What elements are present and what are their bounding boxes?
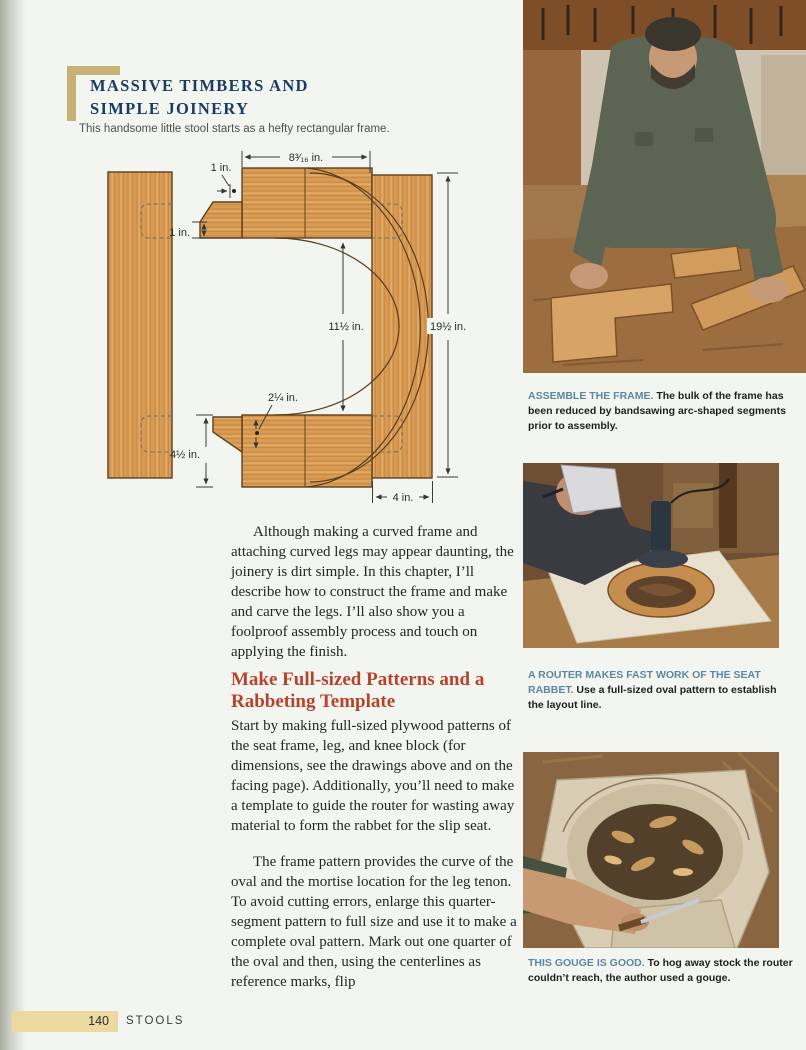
- folio-bar: [12, 1011, 118, 1032]
- photo-assemble-frame: [523, 0, 806, 373]
- caption-3-text: To hog away stock the router couldn’t reach, the author used a gouge.: [528, 957, 793, 984]
- caption-2-text: Use a full-sized oval pattern to establish the layout line.: [528, 684, 777, 711]
- dim-stile-width: 4 in.: [392, 492, 414, 504]
- dim-rail-width: 4½ in.: [170, 449, 200, 461]
- frame-diagram: [85, 146, 475, 518]
- top-rail: [242, 168, 372, 238]
- caption-1-text: The bulk of the frame has been reduced by bandsawing arc-shaped segments prior to assembly.: [528, 390, 786, 432]
- page-title: [90, 74, 309, 120]
- bottom-rail: [242, 415, 372, 487]
- paragraph-1: Although making a curved frame and attaching curved legs may appear daunting, the joinery is dirt simple. In this chapter, I’ll describe how to construct the frame and make and carve the legs. I’ll also show you a foolproof assembly process and touch on applying the finish.: [231, 524, 514, 660]
- dim-top-width: 8³⁄₁₆ in.: [288, 152, 324, 164]
- dim-overhang: 1 in.: [210, 162, 232, 174]
- intro-text: This handsome little stool starts as a hefty rectangular frame.: [79, 123, 390, 135]
- caption-3-lead: THIS GOUGE IS GOOD.: [528, 957, 645, 969]
- dim-step: 1 in.: [169, 227, 190, 239]
- footer-section-label: STOOLS: [126, 1015, 185, 1027]
- photo-router-rabbet: [523, 463, 779, 648]
- photo-caption-3: [528, 956, 794, 986]
- photo-caption-2: [528, 668, 792, 713]
- page-number: 140: [88, 1014, 109, 1028]
- top-knee-block: [200, 202, 242, 238]
- dim-inner-height: 11½ in.: [328, 321, 364, 333]
- paragraph-2: Start by making full-sized plywood patterns of the seat frame, leg, and knee block (for dimensions, see the drawings above and on the facing page). Additionally, you’ll need to make a template to guide the router for wasting away material to form the rabbet for the slip seat.: [231, 718, 515, 834]
- paragraph-3: The frame pattern provides the curve of the oval and the mortise location for the leg tenon. To avoid cutting errors, enlarge this quarter-segment pattern to full size and use it to make a complete oval pattern. Mark out one quarter of the oval and then, using the centerlines as reference marks, flip: [231, 854, 517, 990]
- caption-2-lead: A ROUTER MAKES FAST WORK OF THE SEAT RABBET.: [528, 669, 761, 696]
- photo-caption-1: [528, 389, 804, 434]
- page-title-line1: MASSIVE TIMBERS AND: [90, 76, 309, 95]
- leg-blank: [108, 172, 172, 478]
- frame-parts: [108, 168, 432, 487]
- bottom-knee-block: [213, 417, 242, 452]
- page-edge-shadow: [0, 0, 26, 1050]
- page-title-line2: SIMPLE JOINERY: [90, 99, 250, 118]
- photo-gouge-work: [523, 752, 779, 948]
- dim-knee-block: 2¼ in.: [268, 392, 298, 404]
- dim-total-height: 19½ in.: [429, 321, 467, 333]
- workshop-background2: [663, 463, 779, 553]
- caption-1-lead: ASSEMBLE THE FRAME.: [528, 390, 654, 402]
- section-heading: Make Full-sized Patterns and a Rabbeting Template: [231, 669, 485, 712]
